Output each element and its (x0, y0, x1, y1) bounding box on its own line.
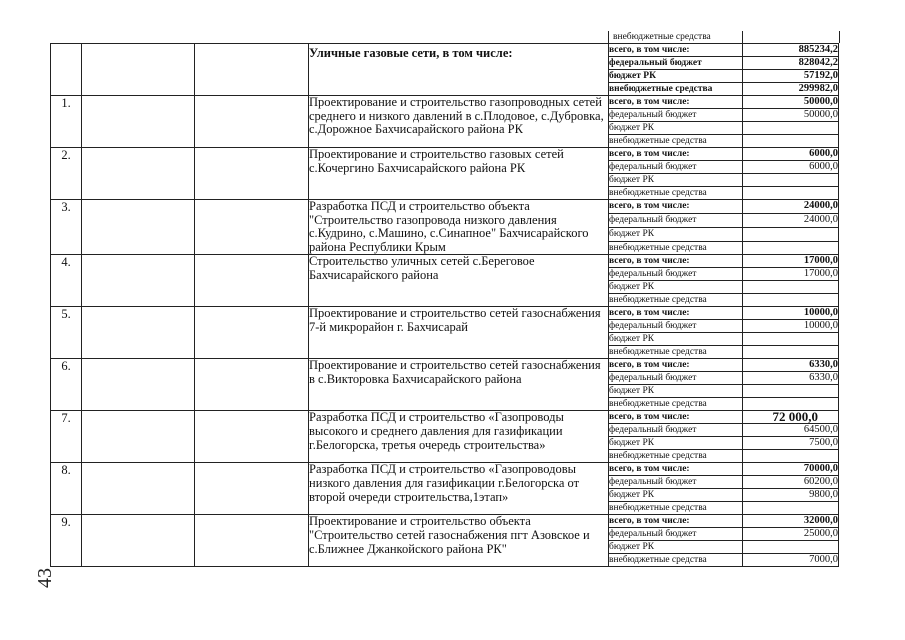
funding-value: 24000,0 (743, 200, 839, 214)
funding-label: бюджет РК (609, 333, 743, 346)
row-description: Проектирование и строительство сетей газоснабжения 7-й микрорайон г. Бахчисарай (309, 307, 609, 359)
funding-value (743, 122, 839, 135)
funding-label: всего, в том числе: (609, 200, 743, 214)
empty-cell (195, 44, 309, 96)
empty-cell (82, 96, 195, 148)
empty-cell (82, 200, 195, 255)
funding-value (743, 346, 839, 359)
handwritten-page-number: 43 (34, 568, 56, 588)
empty-cell (195, 307, 309, 359)
funding-value (743, 187, 839, 200)
funding-value (743, 174, 839, 187)
funding-value: 6000,0 (743, 148, 839, 161)
funding-value: 828042,2 (743, 57, 839, 70)
funding-value: 24000,0 (743, 213, 839, 227)
funding-label: внебюджетные средства (609, 294, 743, 307)
funding-label: внебюджетные средства (609, 450, 743, 463)
row-number: 6. (51, 359, 82, 411)
funding-value: 6330,0 (743, 372, 839, 385)
row-number: 5. (51, 307, 82, 359)
funding-value (743, 541, 839, 554)
row-description: Проектирование и строительство объекта "Строительство сетей газоснабжения пгт Азовское и с.Ближнее Джанкойского района РК" (309, 515, 609, 567)
funding-value (743, 450, 839, 463)
funding-value (743, 385, 839, 398)
funding-label: федеральный бюджет (609, 372, 743, 385)
funding-value (743, 294, 839, 307)
funding-value: 7000,0 (743, 554, 839, 567)
funding-label: бюджет РК (609, 227, 743, 241)
rows.3-line (51, 255, 839, 268)
funding-label: всего, в том числе: (609, 515, 743, 528)
funding-label: федеральный бюджет (609, 161, 743, 174)
funding-value: 7500,0 (743, 437, 839, 450)
row-number: 7. (51, 411, 82, 463)
empty-cell (82, 148, 195, 200)
funding-value: 70000,0 (743, 463, 839, 476)
empty-cell (195, 515, 309, 567)
empty-cell (82, 515, 195, 567)
funding-value: 6000,0 (743, 161, 839, 174)
funding-value: 64500,0 (743, 424, 839, 437)
funding-value: 9800,0 (743, 489, 839, 502)
row-description: Проектирование и строительство газопроводных сетей среднего и низкого давлений в с.Плодовое, с.Дубровка, с.Дорожное Бахчисарайского района РК (309, 96, 609, 148)
empty-cell (82, 44, 195, 96)
funding-label: внебюджетные средства (609, 346, 743, 359)
funding-label: федеральный бюджет (609, 476, 743, 489)
row-number: 9. (51, 515, 82, 567)
funding-value (743, 333, 839, 346)
funding-value (743, 241, 839, 255)
funding-label: бюджет РК (609, 122, 743, 135)
funding-value: 25000,0 (743, 528, 839, 541)
rows.2-line (51, 200, 839, 214)
funding-value: 10000,0 (743, 307, 839, 320)
funding-label: всего, в том числе: (609, 44, 743, 57)
row-description: Разработка ПСД и строительство объекта "Строительство газопровода низкого давления с.Кудрино, с.Машино, с.Синапное" Бахчисарайского района Республики Крым (309, 200, 609, 255)
funding-label: федеральный бюджет (609, 528, 743, 541)
funding-label: бюджет РК (609, 489, 743, 502)
row-number: 2. (51, 148, 82, 200)
rows.4-line (51, 307, 839, 320)
funding-value: 50000,0 (743, 96, 839, 109)
funding-value (743, 502, 839, 515)
funding-label: федеральный бюджет (609, 424, 743, 437)
empty-cell (82, 411, 195, 463)
row-number (51, 44, 82, 96)
row-description: Разработка ПСД и строительство «Газопроводовы низкого давления для газификации г.Белогорска от второй очереди строительства,1этап» (309, 463, 609, 515)
row-description: Проектирование и строительство сетей газоснабжения в с.Викторовка Бахчисарайского района (309, 359, 609, 411)
empty-cell (195, 463, 309, 515)
empty-cell (82, 359, 195, 411)
funding-label: внебюджетные средства (609, 187, 743, 200)
empty-cell (195, 255, 309, 307)
row-description: Уличные газовые сети, в том числе: (309, 44, 609, 96)
summary-line (51, 44, 839, 57)
rows.1-line (51, 148, 839, 161)
top-line-value (742, 31, 839, 43)
funding-value: 299982,0 (743, 83, 839, 96)
funding-label: федеральный бюджет (609, 320, 743, 333)
row-number: 1. (51, 96, 82, 148)
funding-label: федеральный бюджет (609, 109, 743, 122)
funding-label: федеральный бюджет (609, 213, 743, 227)
funding-value: 50000,0 (743, 109, 839, 122)
funding-value: 32000,0 (743, 515, 839, 528)
funding-label: внебюджетные средства (609, 135, 743, 148)
funding-label: всего, в том числе: (609, 307, 743, 320)
rows.5-line (51, 359, 839, 372)
rows.6-line (51, 411, 839, 424)
rows.0-line (51, 96, 839, 109)
row-number: 4. (51, 255, 82, 307)
funding-label: внебюджетные средства (609, 241, 743, 255)
funding-label: всего, в том числе: (609, 359, 743, 372)
funding-label: всего, в том числе: (609, 411, 743, 424)
funding-value: 6330,0 (743, 359, 839, 372)
row-description: Проектирование и строительство газовых сетей с.Кочергино Бахчисарайского района РК (309, 148, 609, 200)
funding-label: федеральный бюджет (609, 57, 743, 70)
row-description: Строительство уличных сетей с.Береговое Бахчисарайского района (309, 255, 609, 307)
funding-label: всего, в том числе: (609, 148, 743, 161)
funding-label: бюджет РК (609, 541, 743, 554)
row-number: 3. (51, 200, 82, 255)
budget-table (50, 43, 839, 567)
funding-label: бюджет РК (609, 70, 743, 83)
funding-label: всего, в том числе: (609, 96, 743, 109)
funding-label: бюджет РК (609, 281, 743, 294)
empty-cell (195, 96, 309, 148)
rows.8-line (51, 515, 839, 528)
funding-value (743, 227, 839, 241)
funding-value: 10000,0 (743, 320, 839, 333)
funding-label: бюджет РК (609, 437, 743, 450)
funding-label: внебюджетные средства (609, 554, 743, 567)
funding-value: 57192,0 (743, 70, 839, 83)
funding-value (743, 281, 839, 294)
funding-label: внебюджетные средства (609, 398, 743, 411)
row-number: 8. (51, 463, 82, 515)
funding-value: 17000,0 (743, 255, 839, 268)
funding-label: внебюджетные средства (609, 83, 743, 96)
funding-label: бюджет РК (609, 385, 743, 398)
funding-value: 17000,0 (743, 268, 839, 281)
empty-cell (82, 307, 195, 359)
funding-label: всего, в том числе: (609, 463, 743, 476)
top-line-label: внебюджетные средства (613, 32, 711, 42)
empty-cell (195, 359, 309, 411)
empty-cell (82, 463, 195, 515)
funding-value: 885234,2 (743, 44, 839, 57)
empty-cell (195, 200, 309, 255)
rows.7-line (51, 463, 839, 476)
empty-cell (195, 148, 309, 200)
row-description: Разработка ПСД и строительство «Газопроводы высокого и среднего давления для газификации г.Белогорска, третья очередь строительства» (309, 411, 609, 463)
funding-label: бюджет РК (609, 174, 743, 187)
empty-cell (195, 411, 309, 463)
top-continuation-row (608, 31, 840, 43)
funding-label: внебюджетные средства (609, 502, 743, 515)
funding-value: 60200,0 (743, 476, 839, 489)
funding-label: всего, в том числе: (609, 255, 743, 268)
funding-value (743, 135, 839, 148)
empty-cell (82, 255, 195, 307)
funding-label: федеральный бюджет (609, 268, 743, 281)
funding-value: 72 000,0 (743, 411, 839, 424)
